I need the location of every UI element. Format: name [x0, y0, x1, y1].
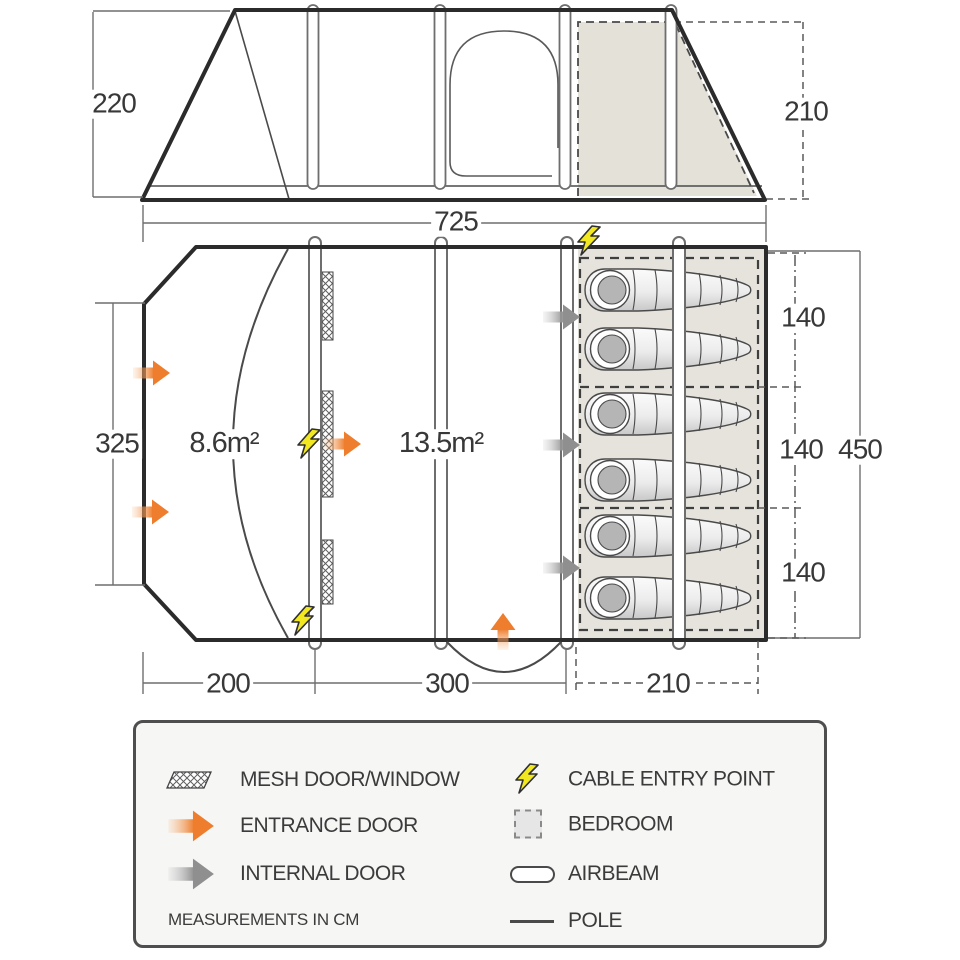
mesh-door-window — [322, 272, 333, 340]
living-area-label: 13.5m² — [396, 429, 486, 459]
legend-item-airbeam — [510, 862, 659, 886]
dim-label-total-width: 725 — [431, 208, 481, 237]
dim-label-berth-1: 140 — [778, 304, 828, 333]
dim-label-berth-2: 140 — [776, 436, 826, 465]
pole-line-icon — [510, 920, 558, 923]
legend-label: INTERNAL DOOR — [240, 862, 406, 885]
legend-label: POLE — [568, 909, 623, 932]
legend-item-bedroom — [514, 810, 673, 839]
legend-label: BEDROOM — [568, 812, 674, 835]
legend-label: MESH DOOR/WINDOW — [240, 768, 460, 791]
airbeam-icon — [510, 866, 558, 883]
airbeam-pole — [560, 5, 571, 189]
dim-label-berth-3: 140 — [778, 559, 828, 588]
dim-label-right-height: 210 — [781, 98, 831, 127]
measurements-note: MEASUREMENTS IN CM — [168, 910, 360, 929]
floorplan-view — [95, 226, 860, 694]
internal-arrow-icon — [166, 858, 216, 890]
legend-label: CABLE ENTRY POINT — [568, 767, 775, 790]
dim-label-porch-width: 200 — [203, 670, 253, 699]
porch-area-label: 8.6m² — [186, 429, 261, 459]
airbeam-pole — [673, 237, 685, 649]
dim-label-bedroom-width: 210 — [643, 670, 693, 699]
dim-label-living-width: 300 — [422, 670, 472, 699]
legend-label: ENTRANCE DOOR — [240, 814, 418, 837]
dim-label-bedroom-total: 450 — [835, 436, 885, 465]
legend-item-entrance-door — [166, 810, 418, 842]
legend-item-mesh — [166, 768, 459, 792]
airbeam-pole — [308, 5, 319, 189]
dim-label-left-height: 220 — [89, 90, 139, 119]
dim-label-plan-depth: 325 — [92, 430, 142, 459]
mesh-swatch-icon — [166, 771, 216, 789]
mesh-door-window — [322, 540, 333, 604]
airbeam-pole — [666, 5, 677, 189]
legend-label: AIRBEAM — [568, 862, 660, 885]
entrance-arrow-icon — [166, 810, 216, 842]
legend-item-internal-door — [166, 858, 405, 890]
bedroom-swatch-icon — [514, 810, 554, 839]
lightning-icon — [514, 763, 554, 796]
legend-box — [133, 720, 827, 948]
airbeam-pole — [435, 5, 446, 189]
legend-item-cable-entry — [514, 763, 775, 796]
legend-item-pole — [510, 909, 622, 933]
mesh-strips — [322, 272, 333, 604]
